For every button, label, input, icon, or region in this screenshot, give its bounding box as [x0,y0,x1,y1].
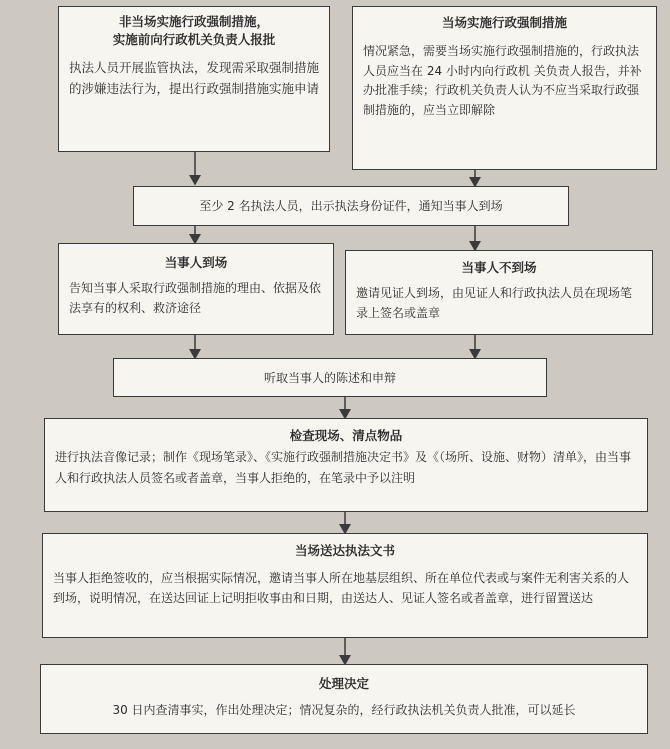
box-two-officers-text: 至少 2 名执法人员，出示执法身份证件，通知当事人到场 [199,199,503,213]
box-deliver-documents-body: 当事人拒绝签收的，应当根据实际情况，邀请当事人所在地基层组织、所在单位代表或与案件无利害关系的人到场，说明情况，在送达回证上记明拒收事由和日期，由送达人、见证人签名或者盖章，进行留置送达 [53,571,630,605]
box-on-site-body: 情况紧急，需要当场实施行政强制措施的，行政执法人员应当在 24 小时内向行政机 关负责人报告，并补办批准手续；行政机关负责人认为不应当采取行政强制措施的，应当立即解除 [363,44,642,117]
box-hear-statement [113,358,547,397]
box-party-present [58,243,334,335]
box-decision [40,664,648,734]
box-hear-statement-text: 听取当事人的陈述和申辩 [263,370,396,385]
box-inspect-site-title: 检查现场、清点物品 [289,428,403,443]
box-party-absent-title: 当事人不到场 [461,260,537,275]
box-on-site-measures [352,6,657,170]
box-party-absent-body: 邀请见证人到场，由见证人和行政执法人员在现场笔录上签名或盖章 [356,286,633,320]
box-party-present-body: 告知当事人采取行政强制措施的理由、依据及依法享有的权利、救济途径 [69,281,322,315]
box-decision-title: 处理决定 [318,676,369,691]
box-party-absent [345,250,653,335]
box-inspect-site [44,418,648,512]
box-prior-approval-title: 非当场实施行政强制措施， 实施前向行政机关负责人报批 [112,14,276,47]
box-party-present-title: 当事人到场 [164,255,228,270]
box-prior-approval-body: 执法人员开展监管执法，发现需采取强制措施的涉嫌违法行为，提出行政强制措施实施申请 [69,60,320,96]
box-inspect-site-body: 进行执法音像记录；制作《现场笔录》、《实施行政强制措施决定书》及《（场所、设施、财物）清单》，由当事人和行政执法人员签名或者盖章，当事人拒绝的，在笔录中予以注明 [55,450,632,485]
box-deliver-documents-title: 当场送达执法文书 [294,543,395,558]
box-deliver-documents [42,533,648,638]
box-on-site-title: 当场实施行政强制措施 [441,15,567,30]
box-two-officers [133,186,569,226]
box-decision-body: 30 日内查清事实，作出处理决定；情况复杂的，经行政执法机关负责人批准，可以延长 [112,703,576,717]
box-prior-approval [58,6,330,152]
